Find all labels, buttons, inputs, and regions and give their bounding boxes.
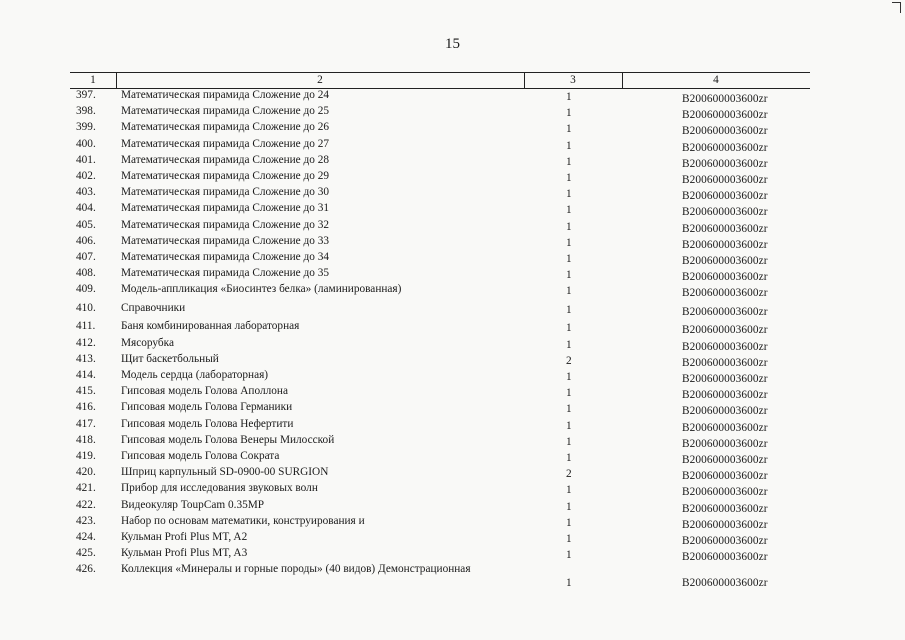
row-number: 398. (76, 105, 96, 118)
item-code: B200600003600zr (682, 389, 768, 402)
item-quantity: 1 (566, 371, 572, 383)
item-name: Математическая пирамида Сложение до 34 (121, 250, 330, 263)
item-code: B200600003600zr (682, 190, 768, 203)
item-quantity: 1 (566, 204, 572, 217)
item-quantity: 1 (566, 419, 572, 432)
item-code: B200600003600zr (682, 157, 768, 170)
row-number: 411. (76, 320, 96, 333)
item-code: B200600003600zr (682, 421, 768, 434)
item-code: B200600003600zr (682, 470, 768, 483)
table-row (70, 434, 810, 450)
table-row (70, 170, 810, 186)
item-code: B200600003600zr (682, 173, 768, 186)
item-name: Кульман Profi Plus MT, A2 (121, 530, 248, 543)
row-number: 418. (76, 433, 96, 446)
row-number: 406. (76, 234, 96, 247)
table-row (70, 563, 810, 593)
item-quantity: 1 (566, 303, 572, 316)
item-name: Математическая пирамида Сложение до 29 (121, 169, 330, 182)
row-number: 415. (76, 385, 96, 398)
item-name: Прибор для исследования звуковых волн (121, 482, 318, 495)
table-row (70, 353, 810, 369)
row-number: 413. (76, 352, 96, 365)
item-name: Гипсовая модель Голова Германики (121, 401, 293, 414)
item-name: Математическая пирамида Сложение до 33 (121, 234, 330, 247)
item-name: Математическая пирамида Сложение до 25 (121, 105, 330, 118)
item-quantity: 1 (566, 269, 572, 282)
row-number: 421. (76, 482, 96, 495)
row-number: 402. (76, 169, 96, 182)
table-row (70, 418, 810, 434)
table-row (70, 450, 810, 466)
item-code: B200600003600zr (682, 405, 768, 418)
row-number: 397. (76, 89, 96, 101)
item-code: B200600003600zr (682, 518, 768, 531)
item-quantity: 1 (566, 252, 572, 265)
row-number: 404. (76, 202, 96, 215)
item-name: Гипсовая модель Голова Аполлона (121, 385, 288, 398)
table-header (70, 72, 810, 89)
table-row (70, 369, 810, 385)
item-code: B200600003600zr (682, 437, 768, 450)
item-code: B200600003600zr (682, 93, 768, 105)
item-quantity: 1 (566, 451, 572, 464)
item-name: Видеокуляр ToupCam 0.35MP (121, 498, 265, 511)
item-name: Кульман Profi Plus MT, A3 (121, 547, 248, 560)
item-quantity: 1 (566, 532, 572, 545)
item-quantity: 1 (566, 500, 572, 513)
row-number: 400. (76, 137, 96, 150)
item-code: B200600003600zr (682, 206, 768, 219)
table-row (70, 202, 810, 218)
item-code: B200600003600zr (682, 340, 768, 353)
table-row (70, 267, 810, 283)
item-name: Баня комбинированная лабораторная (121, 320, 300, 333)
item-quantity: 1 (566, 236, 572, 249)
row-number: 423. (76, 514, 96, 527)
table-row (70, 89, 810, 105)
table-row (70, 482, 810, 498)
table-row (70, 251, 810, 267)
row-number: 414. (76, 369, 96, 381)
row-number: 419. (76, 449, 96, 462)
item-code: B200600003600zr (682, 577, 768, 590)
table-body (70, 89, 810, 593)
item-code: B200600003600zr (682, 109, 768, 122)
item-quantity: 1 (566, 549, 572, 562)
item-name: Шприц карпульный SD-0900-00 SURGION (121, 466, 329, 479)
item-code: B200600003600zr (682, 551, 768, 564)
item-name: Математическая пирамида Сложение до 28 (121, 153, 330, 166)
item-quantity: 1 (566, 107, 572, 120)
item-name: Модель-аппликация «Биосинтез белка» (ламинированная) (121, 283, 402, 296)
row-number: 425. (76, 547, 96, 560)
row-number: 410. (76, 301, 96, 314)
table-row (70, 515, 810, 531)
page-number: 15 (445, 36, 460, 52)
item-name: Гипсовая модель Голова Нефертити (121, 417, 294, 430)
item-code: B200600003600zr (682, 486, 768, 499)
item-name: Математическая пирамида Сложение до 24 (121, 89, 330, 101)
item-quantity: 1 (566, 188, 572, 201)
row-number: 403. (76, 186, 96, 199)
item-code: B200600003600zr (682, 373, 768, 385)
row-number: 399. (76, 121, 96, 134)
item-name: Математическая пирамида Сложение до 27 (121, 137, 330, 150)
table-row (70, 138, 810, 154)
item-name: Математическая пирамида Сложение до 26 (121, 121, 330, 134)
table-row (70, 186, 810, 202)
table-row (70, 121, 810, 137)
item-code: B200600003600zr (682, 534, 768, 547)
table-row (70, 154, 810, 170)
item-quantity: 1 (566, 435, 572, 448)
item-quantity: 1 (566, 285, 572, 298)
column-header-4: 4 (713, 74, 719, 86)
row-number: 407. (76, 250, 96, 263)
table-row (70, 283, 810, 302)
item-name: Гипсовая модель Голова Сократа (121, 449, 280, 462)
row-number: 401. (76, 153, 96, 166)
item-code: B200600003600zr (682, 254, 768, 267)
item-quantity: 2 (566, 354, 572, 367)
item-quantity: 2 (566, 468, 572, 481)
item-quantity: 1 (566, 220, 572, 233)
corner-mark (892, 2, 901, 13)
table-row (70, 466, 810, 482)
item-name: Набор по основам математики, конструирования и (121, 514, 365, 527)
row-number: 422. (76, 498, 96, 511)
column-header-1: 1 (90, 74, 96, 86)
row-number: 408. (76, 267, 96, 280)
table-row (70, 531, 810, 547)
table-row (70, 401, 810, 417)
item-name: Модель сердца (лабораторная) (121, 369, 269, 381)
item-name: Математическая пирамида Сложение до 32 (121, 218, 330, 231)
item-name: Математическая пирамида Сложение до 31 (121, 202, 330, 215)
table-row (70, 499, 810, 515)
item-code: B200600003600zr (682, 271, 768, 284)
row-number: 412. (76, 336, 96, 349)
item-name: Математическая пирамида Сложение до 30 (121, 186, 330, 199)
row-number: 426. (76, 563, 96, 576)
item-name: Математическая пирамида Сложение до 35 (121, 267, 330, 280)
table-row (70, 219, 810, 235)
item-quantity: 1 (566, 322, 572, 335)
item-code: B200600003600zr (682, 238, 768, 251)
item-quantity: 1 (566, 403, 572, 416)
row-number: 420. (76, 466, 96, 479)
item-name: Коллекция «Минералы и горные породы» (40 видов) Демонстрационная (121, 563, 471, 576)
item-quantity: 1 (566, 338, 572, 351)
table-row (70, 320, 810, 336)
column-header-2: 2 (317, 74, 323, 86)
row-number: 417. (76, 417, 96, 430)
item-code: B200600003600zr (682, 502, 768, 515)
item-quantity: 1 (566, 171, 572, 184)
table-row (70, 302, 810, 321)
table-row (70, 235, 810, 251)
item-code: B200600003600zr (682, 453, 768, 466)
item-name: Мясорубка (121, 336, 174, 349)
column-header-3: 3 (570, 74, 576, 86)
item-quantity: 1 (566, 139, 572, 152)
item-quantity: 1 (566, 387, 572, 400)
item-quantity: 1 (566, 91, 572, 103)
item-code: B200600003600zr (682, 222, 768, 235)
item-name: Гипсовая модель Голова Венеры Милосской (121, 433, 335, 446)
item-quantity: 1 (566, 577, 572, 590)
item-quantity: 1 (566, 516, 572, 529)
item-code: B200600003600zr (682, 324, 768, 337)
item-code: B200600003600zr (682, 356, 768, 369)
item-code: B200600003600zr (682, 305, 768, 318)
row-number: 405. (76, 218, 96, 231)
table-row (70, 337, 810, 353)
row-number: 424. (76, 530, 96, 543)
item-name: Щит баскетбольный (121, 352, 219, 365)
item-code: B200600003600zr (682, 125, 768, 138)
row-number: 416. (76, 401, 96, 414)
inventory-table (70, 72, 810, 593)
item-quantity: 1 (566, 484, 572, 497)
table-row (70, 385, 810, 401)
item-code: B200600003600zr (682, 141, 768, 154)
item-code: B200600003600zr (682, 287, 768, 300)
item-name: Справочники (121, 301, 186, 314)
table-row (70, 105, 810, 121)
row-number: 409. (76, 283, 96, 296)
item-quantity: 1 (566, 155, 572, 168)
item-quantity: 1 (566, 123, 572, 136)
table-row (70, 547, 810, 563)
